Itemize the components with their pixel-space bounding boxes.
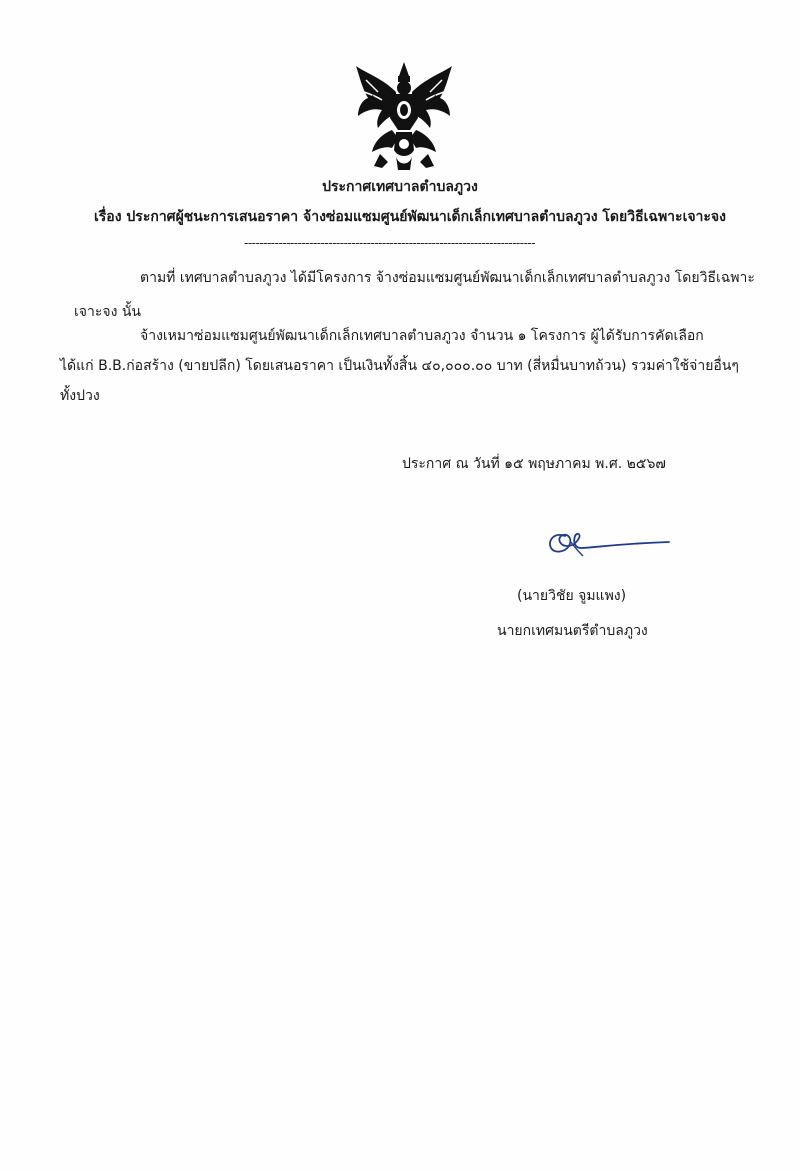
garuda-emblem-icon	[352, 58, 456, 174]
signer-name: (นายวิชัย จูมแพง)	[517, 588, 627, 604]
paragraph-1-line-2: เจาะจง นั้น	[74, 304, 141, 320]
paragraph-2-line-2: ได้แก่ B.B.ก่อสร้าง (ขายปลีก) โดยเสนอราคา เป็นเงินทั้งสิ้น ๔๐,๐๐๐.๐๐ บาท (สี่หมื่นบาทถ้วน) รวมค่าใช้จ่ายอื่นๆ	[60, 358, 739, 374]
document-title: ประกาศเทศบาลตำบลภูวง	[322, 179, 478, 195]
paragraph-1-line-1: ตามที่ เทศบาลตำบลภูวง ได้มีโครงการ จ้างซ่อมแซมศูนย์พัฒนาเด็กเล็กเทศบาลตำบลภูวง โดยวิธีเฉพาะ	[140, 270, 755, 286]
signature-icon	[543, 522, 673, 562]
paragraph-2-line-1: จ้างเหมาซ่อมแซมศูนย์พัฒนาเด็กเล็กเทศบาลตำบลภูวง จำนวน ๑ โครงการ ผู้ได้รับการคัดเลือก	[140, 328, 704, 344]
document-subject: เรื่อง ประกาศผู้ชนะการเสนอราคา จ้างซ่อมแซมศูนย์พัฒนาเด็กเล็กเทศบาลตำบลภูวง โดยวิธีเฉพาะเจาะจง	[94, 209, 726, 225]
paragraph-2-line-3: ทั้งปวง	[60, 388, 100, 404]
announcement-date: ประกาศ ณ วันที่ ๑๕ พฤษภาคม พ.ศ. ๒๕๖๗	[402, 456, 666, 472]
signer-title: นายกเทศมนตรีตำบลภูวง	[497, 623, 648, 639]
divider-line: ----------------------------------------------------------------------------	[244, 236, 536, 250]
